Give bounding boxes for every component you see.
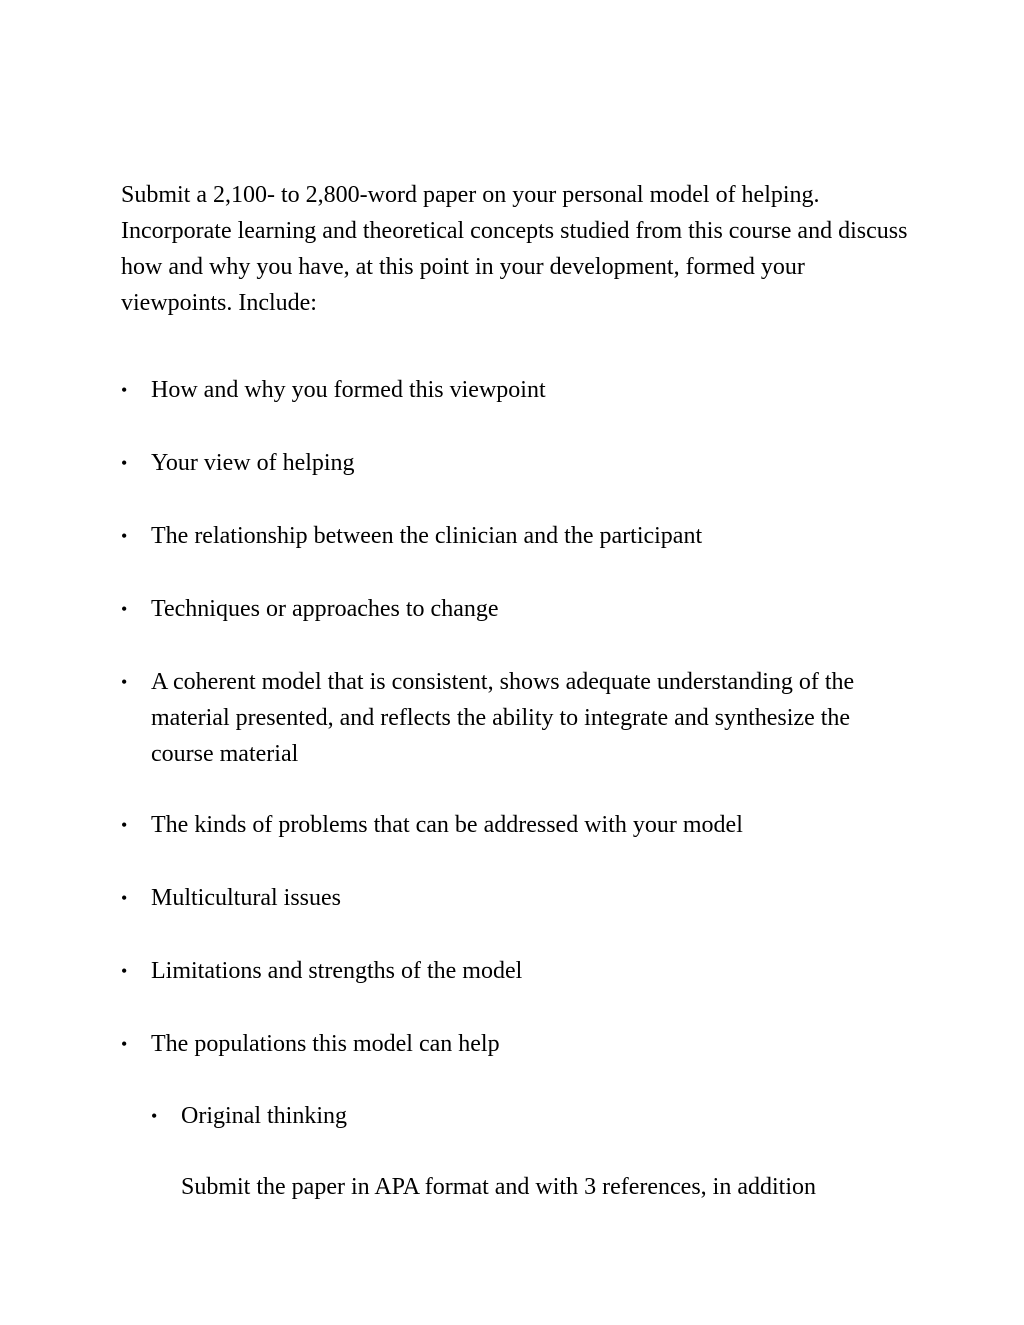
bullet-icon: • xyxy=(121,526,128,546)
list-item-text: A coherent model that is consistent, shows adequate understanding of the material presented, and reflects the ability to integrate and synthesize the course material xyxy=(151,669,855,767)
list-item xyxy=(121,1026,911,1062)
list-item-text: Your view of helping xyxy=(151,450,355,476)
list-item-text: Multicultural issues xyxy=(151,885,341,911)
bullet-icon: • xyxy=(121,888,128,908)
bullet-icon: • xyxy=(121,961,128,981)
bullet-icon: • xyxy=(121,380,128,400)
bullet-icon: • xyxy=(121,672,128,692)
bullet-icon: • xyxy=(121,1034,128,1054)
list-item-text: Techniques or approaches to change xyxy=(151,596,499,622)
assignment-intro: Submit a 2,100- to 2,800-word paper on your personal model of helping. Incorporate learning and theoretical concepts studied from this course and discuss how and why you have, at this point in your development, formed your viewpoints. Include: xyxy=(121,182,908,316)
bullet-icon: • xyxy=(121,599,128,619)
sub-list-item xyxy=(151,1098,911,1134)
list-item xyxy=(121,518,911,554)
list-item xyxy=(121,664,911,772)
list-item-text: The populations this model can help xyxy=(151,1031,500,1057)
list-item xyxy=(121,372,911,408)
list-item-text: Limitations and strengths of the model xyxy=(151,958,523,984)
list-item xyxy=(121,807,911,843)
submission-instructions: Submit the paper in APA format and with 3 references, in addition xyxy=(181,1174,816,1200)
list-item xyxy=(121,953,911,989)
bullet-icon: • xyxy=(121,815,128,835)
list-item-text: The kinds of problems that can be addressed with your model xyxy=(151,812,743,838)
list-item-text: How and why you formed this viewpoint xyxy=(151,377,546,403)
bullet-icon: • xyxy=(121,453,128,473)
list-item-text: Original thinking xyxy=(181,1103,347,1129)
list-item-text: The relationship between the clinician and the participant xyxy=(151,523,703,549)
list-item xyxy=(121,591,911,627)
bullet-icon: • xyxy=(151,1106,158,1126)
list-item xyxy=(121,880,911,916)
list-item xyxy=(121,445,911,481)
